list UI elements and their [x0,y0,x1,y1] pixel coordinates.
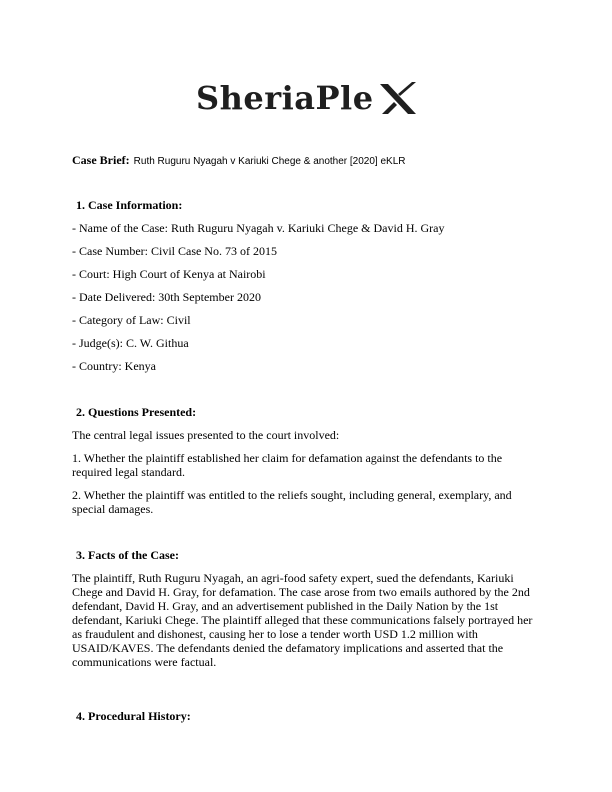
case-brief-label: Case Brief: [72,153,130,167]
logo-wordmark: SheriaPle [196,79,374,117]
case-info-item: - Category of Law: Civil [72,313,191,327]
case-info-item: - Name of the Case: Ruth Ruguru Nyagah v. Kariuki Chege & David H. Gray [72,221,445,235]
section-heading-procedural-history: 4. Procedural History: [76,709,191,723]
case-info-item: - Case Number: Civil Case No. 73 of 2015 [72,244,277,258]
case-info-item: - Judge(s): C. W. Githua [72,336,189,350]
case-info-item: - Court: High Court of Kenya at Nairobi [72,267,266,281]
case-info-item: - Country: Kenya [72,359,156,373]
section-heading-case-information: 1. Case Information: [76,198,183,212]
sheriaplex-logo [0,78,612,128]
question-item: 2. Whether the plaintiff was entitled to the reliefs sought, including general, exemplary, and special damages. [72,488,512,516]
case-brief-line [72,153,406,168]
facts-paragraph: The plaintiff, Ruth Ruguru Nyagah, an agri-food safety expert, sued the defendants, Kariuki Chege and David H. Gray, for defamation. The case arose from two emails authored by the 2nd defendant, David H. Gray, and an advertisement published in the Daily Nation by the 1st defendant, Kariuki Chege. The plaintiff alleged that these communications falsely portrayed her as fraudulent and dishonest, causing her to lose a tender worth USD 1.2 million with USAID/KAVES. The defendants denied the defamatory implications and asserted that the communications were factual. [72,571,533,669]
questions-intro: The central legal issues presented to the court involved: [72,428,340,442]
section-heading-questions-presented: 2. Questions Presented: [76,405,197,419]
section-heading-facts: 3. Facts of the Case: [76,548,179,562]
case-info-item: - Date Delivered: 30th September 2020 [72,290,261,304]
logo-x-icon [378,82,418,116]
case-brief-title: Ruth Ruguru Nyagah v Kariuki Chege & another [2020] eKLR [133,156,406,167]
question-item: 1. Whether the plaintiff established her claim for defamation against the defendants to the required legal standard. [72,451,503,479]
